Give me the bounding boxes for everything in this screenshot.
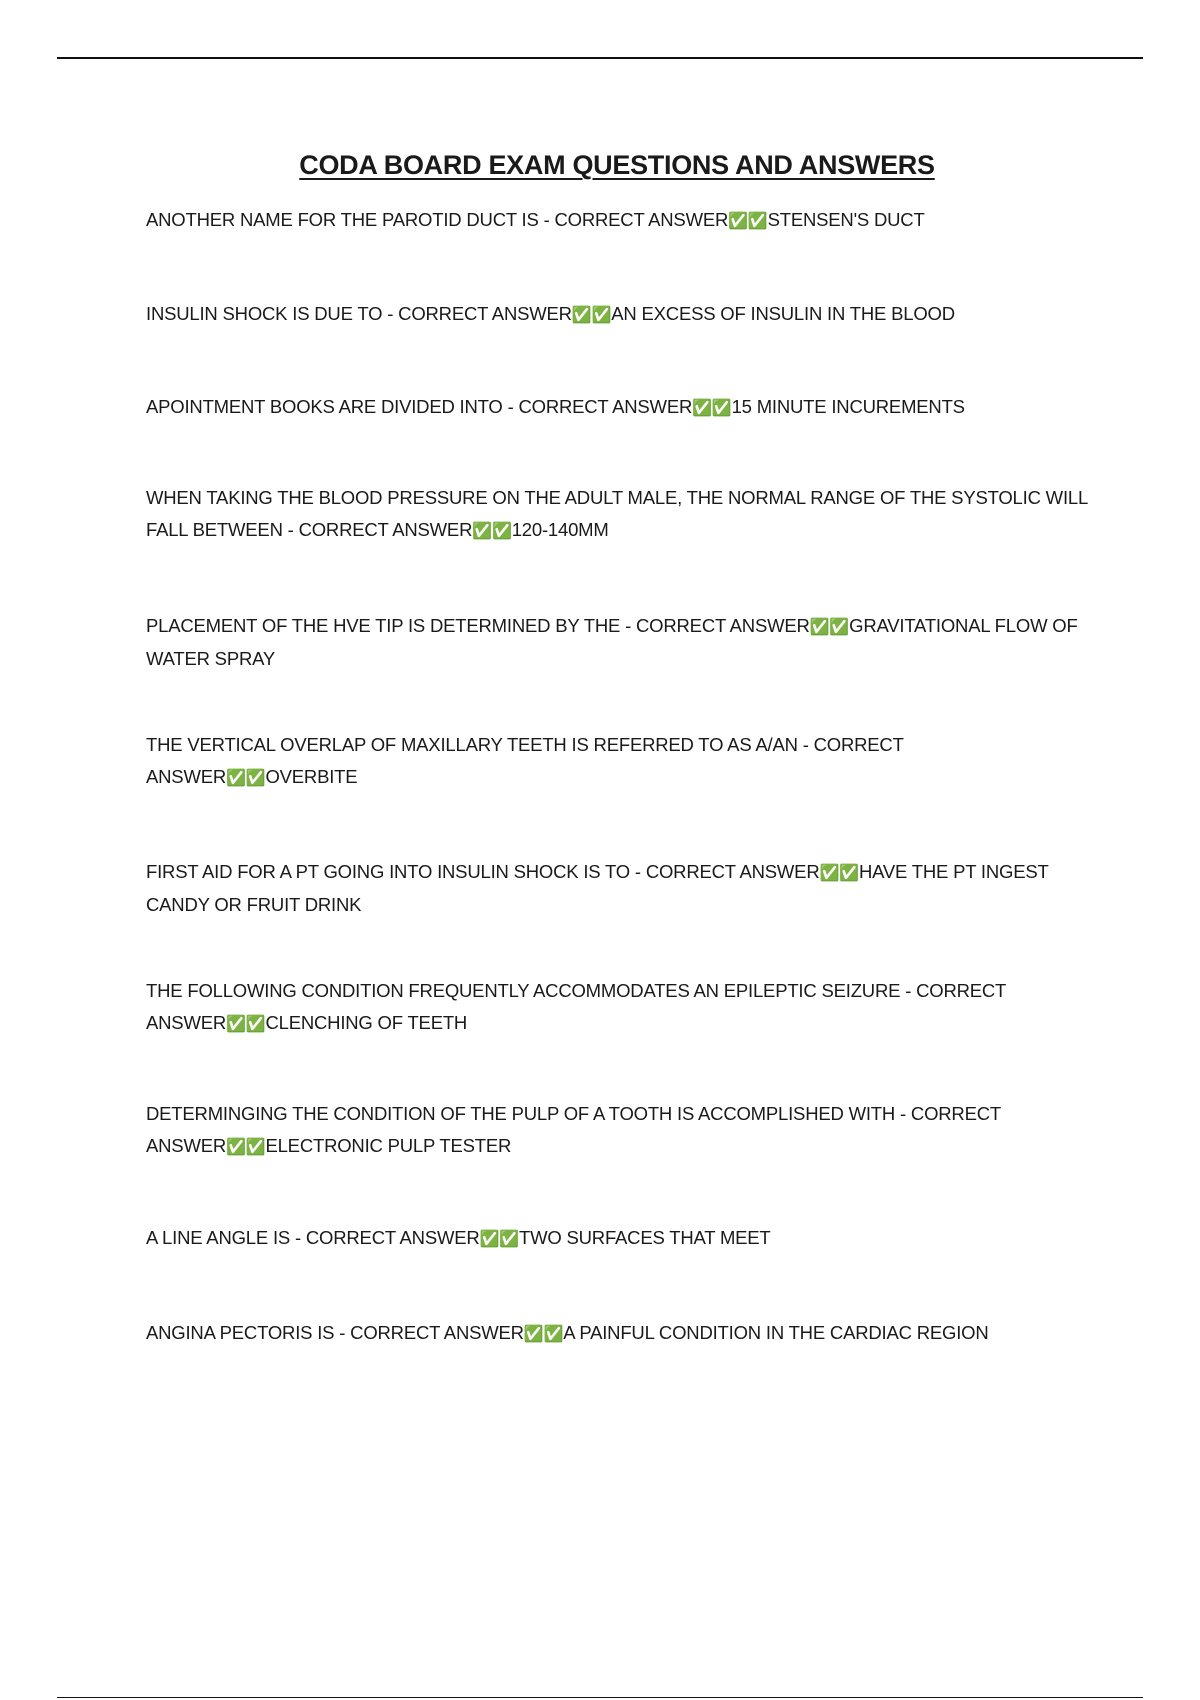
answer-text: OVERBITE: [265, 766, 358, 787]
question-text: ANGINA PECTORIS IS: [146, 1322, 335, 1343]
qa-item: [146, 610, 1096, 675]
answer-text: STENSEN'S DUCT: [767, 209, 925, 230]
double-check-icon: ✅✅: [819, 863, 859, 882]
answer-separator: - CORRECT ANSWER: [620, 615, 810, 636]
answer-text: 120-140MM: [511, 519, 609, 540]
qa-item: [146, 975, 1096, 1040]
double-check-icon: ✅✅: [809, 617, 850, 636]
answer-separator: - CORRECT ANSWER: [146, 980, 1006, 1033]
answer-separator: - CORRECT ANSWER: [538, 209, 729, 230]
double-check-icon: ✅✅: [692, 398, 732, 417]
bottom-rule: [57, 1697, 1143, 1698]
double-check-icon: ✅✅: [226, 1014, 266, 1033]
answer-text: A PAINFUL CONDITION IN THE CARDIAC REGION: [563, 1322, 989, 1343]
answer-separator: - CORRECT ANSWER: [382, 303, 572, 324]
question-text: DETERMINGING THE CONDITION OF THE PULP OF A TOOTH IS ACCOMPLISHED WITH: [146, 1103, 896, 1124]
question-text: ANOTHER NAME FOR THE PAROTID DUCT IS: [146, 209, 539, 230]
question-text: INSULIN SHOCK IS DUE TO: [146, 303, 383, 324]
qa-item: [146, 298, 1096, 331]
question-text: THE FOLLOWING CONDITION FREQUENTLY ACCOMMODATES AN EPILEPTIC SEIZURE: [146, 980, 901, 1001]
answer-text: ELECTRONIC PULP TESTER: [265, 1135, 512, 1156]
page-title: CODA BOARD EXAM QUESTIONS AND ANSWERS: [299, 150, 935, 180]
qa-item: [146, 1098, 1096, 1163]
question-text: PLACEMENT OF THE HVE TIP IS DETERMINED BY THE: [146, 615, 621, 636]
answer-text: HAVE THE PT INGEST CANDY OR FRUIT DRINK: [146, 861, 1049, 915]
double-check-icon: ✅✅: [728, 211, 768, 230]
double-check-icon: ✅✅: [523, 1324, 564, 1343]
qa-item: [146, 729, 1096, 794]
question-text: A LINE ANGLE IS: [146, 1227, 291, 1248]
answer-separator: - CORRECT ANSWER: [146, 734, 904, 787]
question-text: THE VERTICAL OVERLAP OF MAXILLARY TEETH IS REFERRED TO AS A/AN: [146, 734, 798, 755]
question-text: FIRST AID FOR A PT GOING INTO INSULIN SHOCK IS TO: [146, 861, 630, 882]
qa-item: [146, 1317, 1096, 1350]
double-check-icon: ✅✅: [226, 768, 266, 787]
answer-separator: - CORRECT ANSWER: [290, 1227, 480, 1248]
top-rule: [57, 57, 1143, 59]
answer-separator: - CORRECT ANSWER: [629, 861, 820, 882]
answer-text: AN EXCESS OF INSULIN IN THE BLOOD: [611, 303, 955, 324]
answer-separator: - CORRECT ANSWER: [502, 396, 693, 417]
qa-item: [146, 204, 1096, 237]
answer-separator: - CORRECT ANSWER: [334, 1322, 524, 1343]
answer-text: CLENCHING OF TEETH: [265, 1012, 468, 1033]
double-check-icon: ✅✅: [571, 305, 612, 324]
qa-item: [146, 1222, 1096, 1255]
question-text: WHEN TAKING THE BLOOD PRESSURE ON THE ADULT MALE, THE NORMAL RANGE OF THE SYSTOLIC WILL FALL BETWEEN: [146, 487, 1088, 540]
double-check-icon: ✅✅: [479, 1229, 519, 1248]
answer-text: GRAVITATIONAL FLOW OF WATER SPRAY: [146, 615, 1078, 669]
qa-item: [146, 856, 1096, 921]
answer-text: 15 MINUTE INCUREMENTS: [731, 396, 965, 417]
answer-separator: - CORRECT ANSWER: [282, 519, 473, 540]
answer-separator: - CORRECT ANSWER: [146, 1103, 1001, 1156]
double-check-icon: ✅✅: [472, 521, 512, 540]
question-text: APOINTMENT BOOKS ARE DIVIDED INTO: [146, 396, 503, 417]
answer-text: TWO SURFACES THAT MEET: [519, 1227, 771, 1248]
double-check-icon: ✅✅: [226, 1137, 266, 1156]
qa-item: [146, 391, 1096, 424]
qa-item: [146, 482, 1096, 547]
